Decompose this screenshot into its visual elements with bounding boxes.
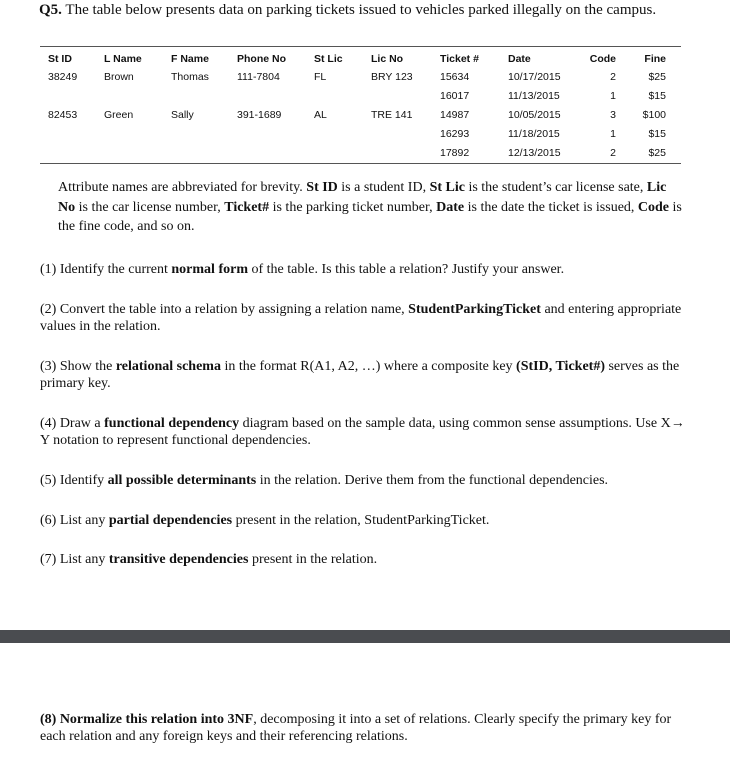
- table-cell-fine: $15: [648, 128, 666, 140]
- column-header-phone-no: Phone No: [237, 53, 286, 65]
- question-8: (8) Normalize this relation into 3NF, decomposing it into a set of relations. Clearly specify the primary key for each relation and any foreign keys and their referencing relations.: [40, 712, 672, 744]
- column-header-code: Code: [589, 53, 616, 65]
- table-cell-f-name: Sally: [171, 109, 194, 121]
- question-3: (3) Show the relational schema in the format R(A1, A2, …) where a composite key (StID, Ticket#) serves as the primary key.: [40, 359, 680, 391]
- question-intro: The table below presents data on parking tickets issued to vehicles parked illegally on the campus.: [65, 2, 657, 18]
- table-cell-l-name: Brown: [104, 71, 134, 83]
- column-header-ticket-no: Ticket #: [440, 53, 479, 65]
- table-top-rule: [40, 46, 681, 47]
- table-cell-ticket-no: 14987: [440, 109, 470, 121]
- question-1: (1) Identify the current normal form of the table. Is this table a relation? Justify your answer.: [40, 262, 565, 277]
- table-cell-st-id: 38249: [48, 71, 78, 83]
- table-cell-phone-no: 391-1689: [237, 109, 282, 121]
- table-cell-st-lic: FL: [314, 71, 327, 83]
- column-header-lic-no: Lic No: [371, 53, 404, 65]
- question-title: [39, 2, 656, 19]
- table-cell-f-name: Thomas: [171, 71, 209, 83]
- question-4: (4) Draw a functional dependency diagram based on the sample data, using common sense assumptions. Use X→ Y notation to represent functional dependencies.: [40, 416, 685, 448]
- table-cell-fine: $100: [642, 109, 666, 121]
- table-cell-st-id: 82453: [48, 109, 78, 121]
- question-6: (6) List any partial dependencies present in the relation, StudentParkingTicket.: [40, 513, 490, 528]
- table-cell-ticket-no: 16017: [440, 90, 470, 102]
- column-header-st-id: St ID: [48, 53, 72, 65]
- table-cell-code: 2: [610, 147, 616, 159]
- column-header-fine: Fine: [644, 53, 666, 65]
- question-7: (7) List any transitive dependencies present in the relation.: [40, 552, 378, 567]
- table-cell-fine: $25: [648, 71, 666, 83]
- question-5: (5) Identify all possible determinants in the relation. Derive them from the functional dependencies.: [40, 473, 609, 488]
- table-cell-lic-no: BRY 123: [371, 71, 413, 83]
- table-cell-ticket-no: 17892: [440, 147, 470, 159]
- table-cell-code: 3: [610, 109, 616, 121]
- table-cell-fine: $25: [648, 147, 666, 159]
- column-header-f-name: F Name: [171, 53, 209, 65]
- table-cell-phone-no: 111-7804: [237, 71, 280, 83]
- question-2: (2) Convert the table into a relation by assigning a relation name, StudentParkingTicket and entering appropriate values in the relation.: [40, 302, 682, 334]
- table-cell-lic-no: TRE 141: [371, 109, 413, 121]
- page-divider-bar: [0, 630, 730, 643]
- attribute-note: Attribute names are abbreviated for brevity. St ID is a student ID, St Lic is the student’s car license sate, Lic No is the car license number, Ticket# is the parking ticket number, Date is the date the ticket is issued, Code is the fine code, and so on.: [58, 180, 682, 234]
- table-cell-l-name: Green: [104, 109, 134, 121]
- table-cell-ticket-no: 15634: [440, 71, 470, 83]
- question-number: Q5.: [39, 2, 62, 18]
- column-header-date: Date: [508, 53, 531, 65]
- column-header-st-lic: St Lic: [314, 53, 343, 65]
- table-cell-date: 11/13/2015: [508, 90, 560, 102]
- table-bottom-rule: [40, 163, 681, 164]
- table-cell-fine: $15: [648, 90, 666, 102]
- table-cell-date: 11/18/2015: [508, 128, 560, 140]
- table-cell-date: 10/05/2015: [508, 109, 561, 121]
- table-cell-date: 12/13/2015: [508, 147, 561, 159]
- table-cell-code: 1: [610, 90, 616, 102]
- column-header-l-name: L Name: [104, 53, 142, 65]
- table-cell-st-lic: AL: [314, 109, 327, 121]
- table-cell-code: 1: [610, 128, 616, 140]
- table-cell-date: 10/17/2015: [508, 71, 561, 83]
- table-cell-ticket-no: 16293: [440, 128, 470, 140]
- table-cell-code: 2: [610, 71, 616, 83]
